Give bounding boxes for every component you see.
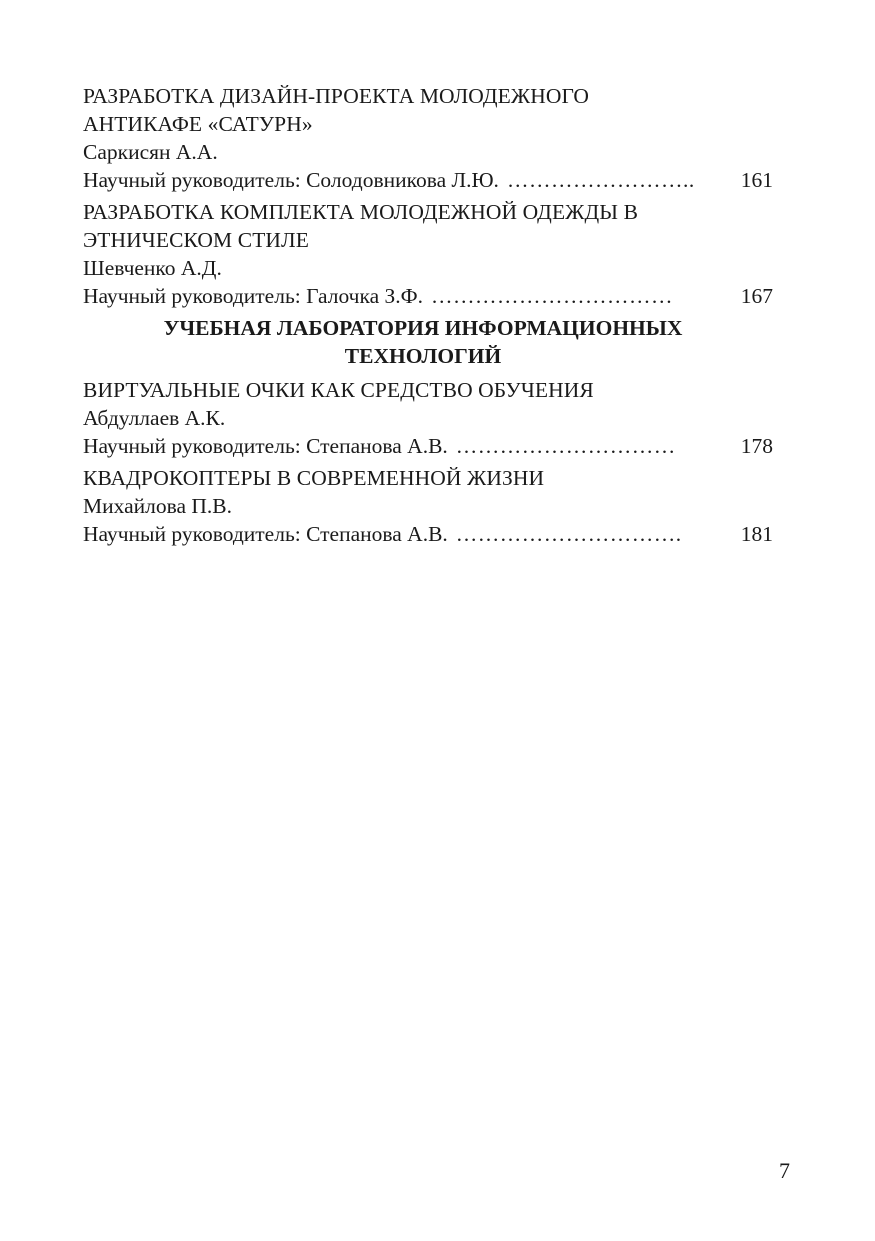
- entry-supervisor: Научный руководитель: Галочка З.Ф.: [83, 284, 424, 308]
- entry-supervisor-row: [83, 432, 773, 460]
- section-heading: [83, 314, 773, 370]
- table-of-contents: [83, 82, 773, 552]
- entry-page-number: 181: [740, 522, 773, 546]
- dot-leader: ………………………….: [455, 522, 682, 546]
- entry-supervisor-row: [83, 520, 773, 548]
- toc-entry-saturn-anticafe: [83, 82, 773, 194]
- dot-leader: ……………………………: [431, 284, 674, 308]
- dot-leader: ……………………..: [506, 168, 695, 192]
- entry-page-number: 167: [740, 284, 773, 308]
- section-heading-line: ТЕХНОЛОГИЙ: [344, 344, 502, 368]
- entry-title-line: РАЗРАБОТКА КОМПЛЕКТА МОЛОДЕЖНОЙ ОДЕЖДЫ В: [83, 200, 639, 224]
- entry-author: Шевченко А.Д.: [83, 256, 222, 280]
- entry-author: Абдуллаев А.К.: [83, 406, 226, 430]
- page-number: 7: [779, 1158, 790, 1183]
- toc-entry-ethnic-clothing: [83, 198, 773, 310]
- entry-title-line: РАЗРАБОТКА ДИЗАЙН-ПРОЕКТА МОЛОДЕЖНОГО: [83, 84, 590, 108]
- entry-title-line: ЭТНИЧЕСКОМ СТИЛЕ: [83, 228, 309, 252]
- entry-author: Михайлова П.В.: [83, 494, 233, 518]
- entry-author: Саркисян А.А.: [83, 140, 218, 164]
- toc-entry-quadcopters: [83, 464, 773, 548]
- entry-supervisor-row: [83, 166, 773, 194]
- entry-page-number: 178: [740, 434, 773, 458]
- entry-supervisor: Научный руководитель: Степанова А.В.: [83, 522, 448, 546]
- entry-title-line: АНТИКАФЕ «САТУРН»: [83, 112, 313, 136]
- dot-leader: …………………………: [455, 434, 676, 458]
- entry-supervisor: Научный руководитель: Солодовникова Л.Ю.: [83, 168, 499, 192]
- entry-supervisor: Научный руководитель: Степанова А.В.: [83, 434, 448, 458]
- entry-title-line: КВАДРОКОПТЕРЫ В СОВРЕМЕННОЙ ЖИЗНИ: [83, 466, 545, 490]
- entry-supervisor-row: [83, 282, 773, 310]
- entry-title-line: ВИРТУАЛЬНЫЕ ОЧКИ КАК СРЕДСТВО ОБУЧЕНИЯ: [83, 378, 594, 402]
- toc-entry-virtual-glasses: [83, 376, 773, 460]
- section-heading-line: УЧЕБНАЯ ЛАБОРАТОРИЯ ИНФОРМАЦИОННЫХ: [163, 316, 683, 340]
- entry-page-number: 161: [740, 168, 773, 192]
